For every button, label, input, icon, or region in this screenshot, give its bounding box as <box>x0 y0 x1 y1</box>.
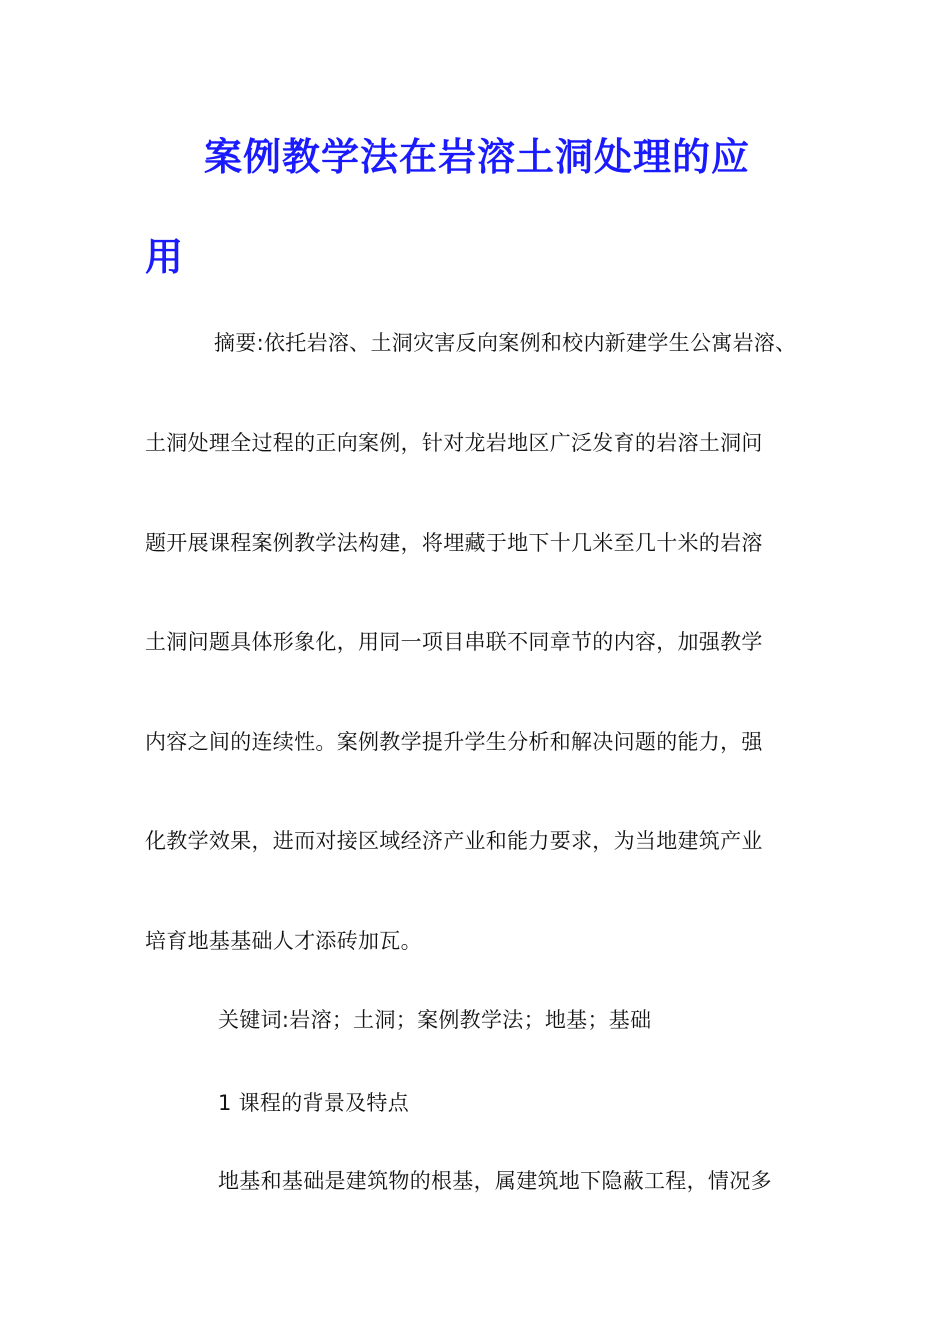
abstract-line: 摘要:依托岩溶、土洞灾害反向案例和校内新建学生公寓岩溶、 <box>214 331 797 355</box>
abstract-line: 土洞问题具体形象化，用同一项目串联不同章节的内容，加强教学 <box>145 630 763 654</box>
abstract-line: 土洞处理全过程的正向案例，针对龙岩地区广泛发育的岩溶土洞问 <box>145 431 763 455</box>
body-paragraph-line: 地基和基础是建筑物的根基，属建筑地下隐蔽工程，情况多 <box>218 1169 772 1193</box>
title-line-2: 用 <box>145 234 185 279</box>
abstract-line: 内容之间的连续性。案例教学提升学生分析和解决问题的能力，强 <box>145 730 763 754</box>
keywords-line: 关键词:岩溶；土洞；案例教学法；地基；基础 <box>218 1008 652 1032</box>
abstract-line: 培育地基基础人才添砖加瓦。 <box>145 929 422 953</box>
title-line-1: 案例教学法在岩溶土洞处理的应 <box>204 134 751 179</box>
abstract-line: 化教学效果，进而对接区域经济产业和能力要求，为当地建筑产业 <box>145 829 763 853</box>
abstract-line: 题开展课程案例教学法构建，将埋藏于地下十几米至几十米的岩溶 <box>145 531 763 555</box>
section-heading: 1 课程的背景及特点 <box>218 1091 410 1115</box>
